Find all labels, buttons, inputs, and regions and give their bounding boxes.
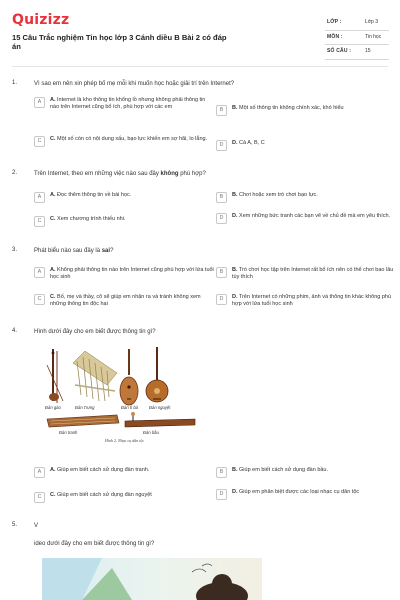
option-key: C. xyxy=(50,216,56,222)
question-4-options xyxy=(12,465,392,515)
option-key: C. xyxy=(50,136,56,142)
option-letter: D xyxy=(216,213,227,224)
option-key: D. xyxy=(232,213,238,219)
question-text-line2: ideo dưới đây cho em biết được thông tin gì? xyxy=(34,541,155,547)
question-text: Vì sao em nên xin phép bố mẹ mỗi khi muốn học hoặc giải trí trên Internet? xyxy=(34,81,235,87)
label-dan-bau: Đàn bầu xyxy=(143,430,159,435)
option-text: Internet là kho thông tin khổng lồ nhưng không phải thông tin nào trên Internet cũng bổ ích, phù hợp với các em xyxy=(50,97,206,111)
option-key: A. xyxy=(50,267,56,273)
dan-ti-ba-icon xyxy=(120,349,138,405)
option-text: Giúp em phân biệt được các loại nhạc cụ dân tộc xyxy=(239,489,360,495)
instrument-figure xyxy=(45,345,205,445)
option-text: Bố, mẹ và thầy, cô sẽ giúp em nhận ra và tránh không xem những thông tin độc hại xyxy=(50,294,201,308)
option-letter: D xyxy=(216,294,227,305)
meta-label: MÔN : xyxy=(327,33,343,40)
dan-gao-icon xyxy=(47,349,63,403)
dan-bau-icon xyxy=(125,412,195,427)
option-key: B. xyxy=(232,467,238,473)
meta-label: LỚP : xyxy=(327,19,342,25)
option-letter: A xyxy=(34,97,45,108)
option-key: B. xyxy=(232,105,238,111)
document-title: 15 Câu Trắc nghiệm Tin học lớp 3 Cánh diều B Bài 2 có đáp án xyxy=(12,33,227,51)
option-letter: C xyxy=(34,294,45,305)
meta-row-class xyxy=(325,16,389,31)
option-letter: A xyxy=(34,192,45,203)
question-number: 1. xyxy=(12,80,18,86)
option-key: D. xyxy=(232,140,238,146)
option-key: A. xyxy=(50,97,56,103)
option-text: Giúp em biết cách sử dụng đàn bầu. xyxy=(239,467,329,473)
question-text: Trên Internet, theo em những việc nào sau đây không phù hợp? xyxy=(34,171,206,177)
option-key: A. xyxy=(50,467,56,473)
option-key: A. xyxy=(50,192,56,198)
question-text: Hình dưới đây cho em biết được thông tin gì? xyxy=(34,329,156,335)
question-number: 3. xyxy=(12,247,18,253)
option-text: Không phải thông tin nào trên Internet cũng phù hợp với lứa tuổi học sinh xyxy=(50,267,214,281)
option-letter: C xyxy=(34,492,45,503)
question-number: 4. xyxy=(12,328,18,334)
dan-nguyet-icon xyxy=(146,347,168,402)
option-letter: A xyxy=(34,267,45,278)
question-number: 2. xyxy=(12,170,18,176)
question-3 xyxy=(12,247,392,322)
option-text: Giúp em biết cách sử dụng đàn nguyệt xyxy=(57,492,152,498)
quizizz-logo: Quizizz xyxy=(12,12,70,28)
option-text: Xem chương trình thiếu nhi. xyxy=(57,216,126,222)
video-thumbnail-image xyxy=(42,558,262,600)
option-letter: B xyxy=(216,467,227,478)
dan-trung-icon xyxy=(73,351,117,401)
option-text: Một số thông tin không chính xác, khó hiểu xyxy=(239,105,344,111)
option-key: B. xyxy=(232,267,238,273)
option-text: Trò chơi học tập trên Internet rất bổ ích nên có thể chơi bao lâu tùy thích xyxy=(232,267,394,281)
option-letter: D xyxy=(216,140,227,151)
option-letter: B xyxy=(216,105,227,116)
option-letter: A xyxy=(34,467,45,478)
video-thumbnail[interactable] xyxy=(42,558,262,600)
question-number: 5. xyxy=(12,522,18,528)
meta-row-count xyxy=(325,45,389,60)
option-key: B. xyxy=(232,192,238,198)
header-divider xyxy=(12,66,388,67)
option-letter: B xyxy=(216,267,227,278)
question-1 xyxy=(12,80,392,160)
option-text: Một số còn có nội dung xấu, bạo lực khiến em sợ hãi, lo lắng. xyxy=(57,136,208,142)
option-letter: C xyxy=(34,216,45,227)
question-2 xyxy=(12,170,392,240)
option-letter: C xyxy=(34,136,45,147)
option-letter: D xyxy=(216,489,227,500)
option-key: D. xyxy=(232,489,238,495)
question-text: V xyxy=(34,523,39,529)
figure-caption: Hình 2. Nhạc cụ dân tộc xyxy=(105,438,145,443)
option-text: Xem những bức tranh các bạn vẽ về chủ đề mà em yêu thích. xyxy=(239,213,391,219)
option-key: C. xyxy=(50,294,56,300)
option-text: Cả A, B, C xyxy=(239,140,265,146)
label-dan-trung: Đàn t'rưng xyxy=(75,405,95,410)
option-text: Trên Internet có những phim, ảnh và thông tin khác không phù hợp với lứa tuổi học sinh xyxy=(232,294,392,308)
meta-label: SỐ CÂU : xyxy=(327,48,352,54)
meta-table xyxy=(325,16,389,60)
option-text: Chơi hoặc xem trò chơi bạo lực. xyxy=(239,192,318,198)
label-dan-ti-ba: Đàn tì bà xyxy=(121,405,138,410)
label-dan-gao: Đàn gáo xyxy=(45,405,61,410)
option-text: Đọc thêm thông tin về bài học. xyxy=(57,192,132,198)
meta-value: Lớp 3 xyxy=(365,19,379,25)
question-text: Phát biểu nào sau đây là sai? xyxy=(34,248,114,254)
option-key: D. xyxy=(232,294,238,300)
dan-tranh-icon xyxy=(47,415,119,427)
meta-value: 15 xyxy=(365,48,371,54)
option-text: Giúp em biết cách sử dụng đàn tranh. xyxy=(57,467,150,473)
meta-value: Tin học xyxy=(365,33,382,40)
option-key: C. xyxy=(50,492,56,498)
meta-row-subject xyxy=(325,31,389,46)
option-letter: B xyxy=(216,192,227,203)
label-dan-tranh: Đàn tranh xyxy=(59,430,78,435)
question-5 xyxy=(12,522,392,552)
label-dan-nguyet: Đàn nguyệt xyxy=(149,405,171,410)
